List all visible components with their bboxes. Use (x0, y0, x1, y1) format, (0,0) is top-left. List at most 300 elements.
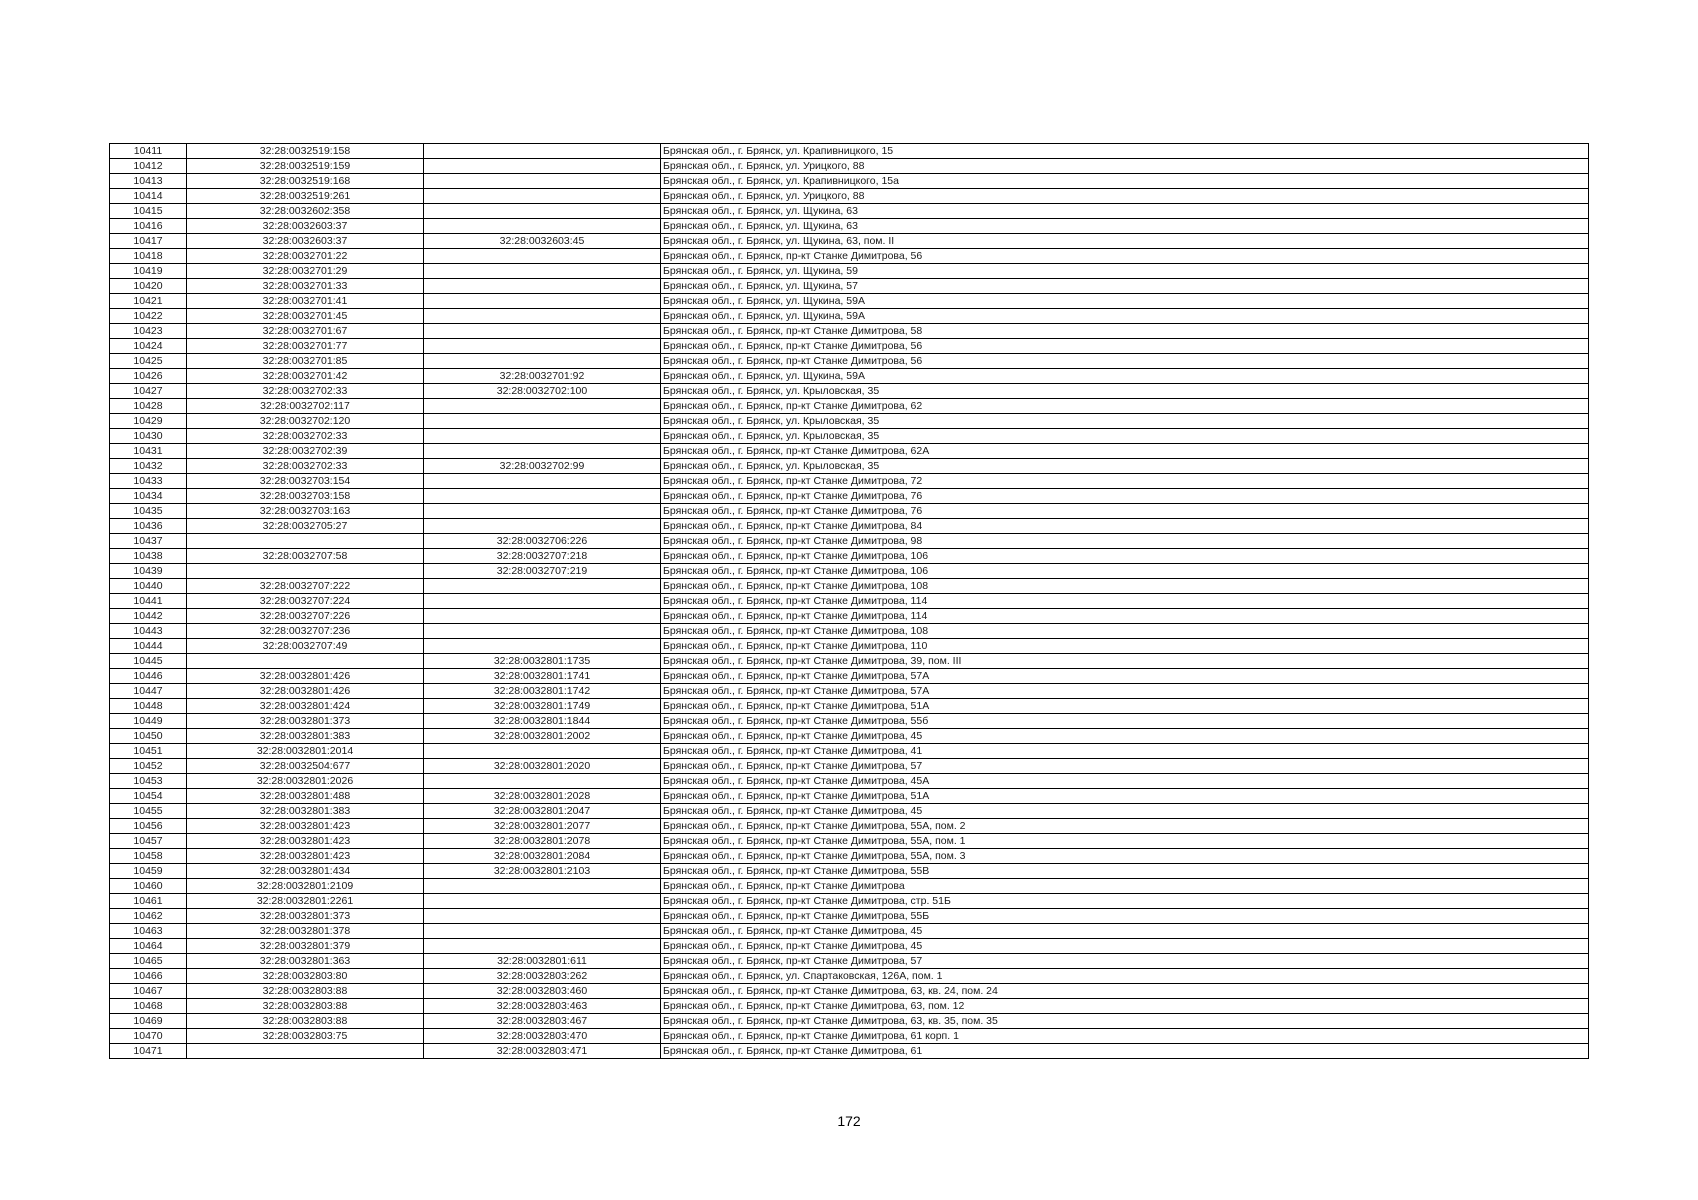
cadastral-number-cell: 32:28:0032801:373 (187, 714, 424, 729)
related-number-cell: 32:28:0032702:100 (424, 384, 661, 399)
table-row (110, 894, 1589, 909)
cadastral-number-cell: 32:28:0032703:163 (187, 504, 424, 519)
row-number-cell: 10435 (110, 504, 187, 519)
row-number-cell: 10412 (110, 159, 187, 174)
registry-table-body (110, 144, 1589, 1059)
cadastral-number-cell: 32:28:0032701:77 (187, 339, 424, 354)
related-number-cell: 32:28:0032801:1844 (424, 714, 661, 729)
cadastral-number-cell: 32:28:0032701:45 (187, 309, 424, 324)
address-cell: Брянская обл., г. Брянск, пр-кт Станке Димитрова, 72 (661, 474, 1589, 489)
table-row (110, 744, 1589, 759)
row-number-cell: 10425 (110, 354, 187, 369)
cadastral-number-cell: 32:28:0032702:33 (187, 429, 424, 444)
row-number-cell: 10446 (110, 669, 187, 684)
related-number-cell: 32:28:0032701:92 (424, 369, 661, 384)
related-number-cell (424, 339, 661, 354)
address-cell: Брянская обл., г. Брянск, пр-кт Станке Димитрова, 45 (661, 924, 1589, 939)
table-row (110, 414, 1589, 429)
related-number-cell (424, 324, 661, 339)
table-row (110, 339, 1589, 354)
row-number-cell: 10447 (110, 684, 187, 699)
related-number-cell: 32:28:0032803:470 (424, 1029, 661, 1044)
row-number-cell: 10418 (110, 249, 187, 264)
address-cell: Брянская обл., г. Брянск, пр-кт Станке Димитрова, 114 (661, 594, 1589, 609)
cadastral-number-cell: 32:28:0032801:434 (187, 864, 424, 879)
table-row (110, 144, 1589, 159)
row-number-cell: 10450 (110, 729, 187, 744)
related-number-cell: 32:28:0032801:2078 (424, 834, 661, 849)
row-number-cell: 10453 (110, 774, 187, 789)
row-number-cell: 10448 (110, 699, 187, 714)
cadastral-number-cell: 32:28:0032801:426 (187, 684, 424, 699)
cadastral-number-cell: 32:28:0032701:67 (187, 324, 424, 339)
table-row (110, 849, 1589, 864)
address-cell: Брянская обл., г. Брянск, пр-кт Станке Димитрова, 56 (661, 249, 1589, 264)
row-number-cell: 10413 (110, 174, 187, 189)
cadastral-number-cell: 32:28:0032519:261 (187, 189, 424, 204)
related-number-cell (424, 354, 661, 369)
related-number-cell: 32:28:0032801:1742 (424, 684, 661, 699)
address-cell: Брянская обл., г. Брянск, ул. Щукина, 63 (661, 219, 1589, 234)
row-number-cell: 10438 (110, 549, 187, 564)
row-number-cell: 10440 (110, 579, 187, 594)
table-row (110, 594, 1589, 609)
related-number-cell (424, 519, 661, 534)
table-row (110, 924, 1589, 939)
row-number-cell: 10445 (110, 654, 187, 669)
row-number-cell: 10420 (110, 279, 187, 294)
row-number-cell: 10428 (110, 399, 187, 414)
address-cell: Брянская обл., г. Брянск, ул. Спартаковская, 126А, пом. 1 (661, 969, 1589, 984)
related-number-cell (424, 909, 661, 924)
cadastral-number-cell: 32:28:0032801:488 (187, 789, 424, 804)
cadastral-number-cell: 32:28:0032702:33 (187, 384, 424, 399)
related-number-cell: 32:28:0032706:226 (424, 534, 661, 549)
row-number-cell: 10464 (110, 939, 187, 954)
table-row (110, 804, 1589, 819)
table-row (110, 219, 1589, 234)
related-number-cell: 32:28:0032801:2077 (424, 819, 661, 834)
registry-table (109, 143, 1589, 1059)
related-number-cell (424, 744, 661, 759)
table-row (110, 369, 1589, 384)
address-cell: Брянская обл., г. Брянск, пр-кт Станке Димитрова, 57 (661, 954, 1589, 969)
address-cell: Брянская обл., г. Брянск, пр-кт Станке Димитрова, 61 корп. 1 (661, 1029, 1589, 1044)
related-number-cell: 32:28:0032803:463 (424, 999, 661, 1014)
cadastral-number-cell: 32:28:0032707:236 (187, 624, 424, 639)
related-number-cell: 32:28:0032801:2028 (424, 789, 661, 804)
row-number-cell: 10442 (110, 609, 187, 624)
related-number-cell: 32:28:0032803:262 (424, 969, 661, 984)
table-row (110, 1044, 1589, 1059)
cadastral-number-cell: 32:28:0032801:383 (187, 804, 424, 819)
related-number-cell (424, 894, 661, 909)
related-number-cell: 32:28:0032801:1749 (424, 699, 661, 714)
table-row (110, 234, 1589, 249)
table-row (110, 534, 1589, 549)
table-row (110, 564, 1589, 579)
address-cell: Брянская обл., г. Брянск, пр-кт Станке Димитрова, 62А (661, 444, 1589, 459)
table-row (110, 684, 1589, 699)
address-cell: Брянская обл., г. Брянск, ул. Щукина, 57 (661, 279, 1589, 294)
address-cell: Брянская обл., г. Брянск, ул. Урицкого, 88 (661, 159, 1589, 174)
related-number-cell: 32:28:0032803:471 (424, 1044, 661, 1059)
table-row (110, 759, 1589, 774)
address-cell: Брянская обл., г. Брянск, ул. Крыловская, 35 (661, 384, 1589, 399)
table-row (110, 624, 1589, 639)
address-cell: Брянская обл., г. Брянск, пр-кт Станке Димитрова, 62 (661, 399, 1589, 414)
address-cell: Брянская обл., г. Брянск, пр-кт Станке Димитрова, 84 (661, 519, 1589, 534)
address-cell: Брянская обл., г. Брянск, пр-кт Станке Димитрова, 45 (661, 804, 1589, 819)
row-number-cell: 10419 (110, 264, 187, 279)
cadastral-number-cell: 32:28:0032701:41 (187, 294, 424, 309)
cadastral-number-cell: 32:28:0032801:423 (187, 849, 424, 864)
row-number-cell: 10459 (110, 864, 187, 879)
table-row (110, 354, 1589, 369)
address-cell: Брянская обл., г. Брянск, пр-кт Станке Димитрова, 63, кв. 24, пом. 24 (661, 984, 1589, 999)
cadastral-number-cell: 32:28:0032707:226 (187, 609, 424, 624)
table-row (110, 549, 1589, 564)
address-cell: Брянская обл., г. Брянск, пр-кт Станке Димитрова, 76 (661, 504, 1589, 519)
cadastral-number-cell: 32:28:0032803:88 (187, 999, 424, 1014)
address-cell: Брянская обл., г. Брянск, пр-кт Станке Димитрова, стр. 51Б (661, 894, 1589, 909)
address-cell: Брянская обл., г. Брянск, ул. Щукина, 59А (661, 309, 1589, 324)
cadastral-number-cell: 32:28:0032702:117 (187, 399, 424, 414)
address-cell: Брянская обл., г. Брянск, пр-кт Станке Димитрова, 57А (661, 684, 1589, 699)
row-number-cell: 10436 (110, 519, 187, 534)
table-row (110, 174, 1589, 189)
related-number-cell (424, 414, 661, 429)
related-number-cell (424, 279, 661, 294)
row-number-cell: 10455 (110, 804, 187, 819)
table-row (110, 654, 1589, 669)
address-cell: Брянская обл., г. Брянск, пр-кт Станке Димитрова, 108 (661, 579, 1589, 594)
row-number-cell: 10457 (110, 834, 187, 849)
cadastral-number-cell: 32:28:0032803:88 (187, 984, 424, 999)
related-number-cell: 32:28:0032801:2047 (424, 804, 661, 819)
row-number-cell: 10430 (110, 429, 187, 444)
related-number-cell: 32:28:0032801:2084 (424, 849, 661, 864)
related-number-cell (424, 189, 661, 204)
table-row (110, 639, 1589, 654)
cadastral-number-cell: 32:28:0032801:423 (187, 819, 424, 834)
table-row (110, 459, 1589, 474)
cadastral-number-cell: 32:28:0032803:88 (187, 1014, 424, 1029)
cadastral-number-cell: 32:28:0032701:33 (187, 279, 424, 294)
related-number-cell: 32:28:0032801:1735 (424, 654, 661, 669)
cadastral-number-cell: 32:28:0032702:33 (187, 459, 424, 474)
related-number-cell (424, 204, 661, 219)
table-row (110, 474, 1589, 489)
related-number-cell: 32:28:0032801:611 (424, 954, 661, 969)
row-number-cell: 10461 (110, 894, 187, 909)
address-cell: Брянская обл., г. Брянск, ул. Крыловская, 35 (661, 459, 1589, 474)
related-number-cell (424, 504, 661, 519)
table-row (110, 819, 1589, 834)
related-number-cell (424, 219, 661, 234)
table-row (110, 729, 1589, 744)
related-number-cell (424, 474, 661, 489)
cadastral-number-cell: 32:28:0032801:2261 (187, 894, 424, 909)
address-cell: Брянская обл., г. Брянск, пр-кт Станке Димитрова, 56 (661, 354, 1589, 369)
row-number-cell: 10456 (110, 819, 187, 834)
table-row (110, 399, 1589, 414)
cadastral-number-cell: 32:28:0032702:39 (187, 444, 424, 459)
address-cell: Брянская обл., г. Брянск, пр-кт Станке Димитрова, 63, пом. 12 (661, 999, 1589, 1014)
cadastral-number-cell: 32:28:0032603:37 (187, 234, 424, 249)
row-number-cell: 10462 (110, 909, 187, 924)
address-cell: Брянская обл., г. Брянск, ул. Щукина, 63 (661, 204, 1589, 219)
address-cell: Брянская обл., г. Брянск, пр-кт Станке Димитрова, 55А, пом. 3 (661, 849, 1589, 864)
cadastral-number-cell: 32:28:0032701:29 (187, 264, 424, 279)
row-number-cell: 10439 (110, 564, 187, 579)
cadastral-number-cell: 32:28:0032701:85 (187, 354, 424, 369)
cadastral-number-cell: 32:28:0032707:222 (187, 579, 424, 594)
related-number-cell: 32:28:0032803:460 (424, 984, 661, 999)
cadastral-number-cell: 32:28:0032803:75 (187, 1029, 424, 1044)
address-cell: Брянская обл., г. Брянск, ул. Щукина, 59А (661, 369, 1589, 384)
row-number-cell: 10471 (110, 1044, 187, 1059)
table-row (110, 1029, 1589, 1044)
row-number-cell: 10443 (110, 624, 187, 639)
cadastral-number-cell: 32:28:0032504:677 (187, 759, 424, 774)
cadastral-number-cell: 32:28:0032801:2026 (187, 774, 424, 789)
related-number-cell (424, 294, 661, 309)
related-number-cell (424, 144, 661, 159)
address-cell: Брянская обл., г. Брянск, пр-кт Станке Димитрова, 55Б (661, 909, 1589, 924)
address-cell: Брянская обл., г. Брянск, пр-кт Станке Димитрова, 55А, пом. 2 (661, 819, 1589, 834)
table-row (110, 324, 1589, 339)
related-number-cell (424, 399, 661, 414)
related-number-cell: 32:28:0032603:45 (424, 234, 661, 249)
cadastral-number-cell: 32:28:0032519:158 (187, 144, 424, 159)
row-number-cell: 10432 (110, 459, 187, 474)
cadastral-number-cell: 32:28:0032801:379 (187, 939, 424, 954)
row-number-cell: 10454 (110, 789, 187, 804)
row-number-cell: 10414 (110, 189, 187, 204)
cadastral-number-cell: 32:28:0032707:224 (187, 594, 424, 609)
related-number-cell (424, 249, 661, 264)
row-number-cell: 10468 (110, 999, 187, 1014)
table-row (110, 249, 1589, 264)
address-cell: Брянская обл., г. Брянск, ул. Крыловская, 35 (661, 429, 1589, 444)
page-number: 172 (837, 1113, 861, 1129)
related-number-cell (424, 774, 661, 789)
table-row (110, 309, 1589, 324)
address-cell: Брянская обл., г. Брянск, пр-кт Станке Димитрова, 55б (661, 714, 1589, 729)
row-number-cell: 10422 (110, 309, 187, 324)
table-row (110, 384, 1589, 399)
row-number-cell: 10427 (110, 384, 187, 399)
row-number-cell: 10441 (110, 594, 187, 609)
related-number-cell (424, 489, 661, 504)
row-number-cell: 10426 (110, 369, 187, 384)
related-number-cell (424, 639, 661, 654)
cadastral-number-cell: 32:28:0032801:2014 (187, 744, 424, 759)
related-number-cell (424, 939, 661, 954)
row-number-cell: 10465 (110, 954, 187, 969)
cadastral-number-cell: 32:28:0032602:358 (187, 204, 424, 219)
cadastral-number-cell: 32:28:0032801:363 (187, 954, 424, 969)
row-number-cell: 10467 (110, 984, 187, 999)
cadastral-number-cell: 32:28:0032703:154 (187, 474, 424, 489)
address-cell: Брянская обл., г. Брянск, пр-кт Станке Димитрова, 106 (661, 564, 1589, 579)
table-row (110, 939, 1589, 954)
table-row (110, 669, 1589, 684)
table-row (110, 294, 1589, 309)
related-number-cell: 32:28:0032801:2103 (424, 864, 661, 879)
cadastral-number-cell: 32:28:0032801:373 (187, 909, 424, 924)
related-number-cell (424, 264, 661, 279)
address-cell: Брянская обл., г. Брянск, пр-кт Станке Димитрова, 45 (661, 939, 1589, 954)
address-cell: Брянская обл., г. Брянск, пр-кт Станке Димитрова, 114 (661, 609, 1589, 624)
address-cell: Брянская обл., г. Брянск, пр-кт Станке Димитрова, 45А (661, 774, 1589, 789)
address-cell: Брянская обл., г. Брянск, пр-кт Станке Димитрова, 55В (661, 864, 1589, 879)
related-number-cell: 32:28:0032801:2002 (424, 729, 661, 744)
row-number-cell: 10424 (110, 339, 187, 354)
cadastral-number-cell: 32:28:0032519:168 (187, 174, 424, 189)
table-row (110, 609, 1589, 624)
cadastral-number-cell: 32:28:0032801:2109 (187, 879, 424, 894)
address-cell: Брянская обл., г. Брянск, пр-кт Станке Димитрова, 41 (661, 744, 1589, 759)
row-number-cell: 10415 (110, 204, 187, 219)
address-cell: Брянская обл., г. Брянск, пр-кт Станке Димитрова, 110 (661, 639, 1589, 654)
address-cell: Брянская обл., г. Брянск, пр-кт Станке Димитрова, 51А (661, 699, 1589, 714)
table-row (110, 189, 1589, 204)
address-cell: Брянская обл., г. Брянск, пр-кт Станке Димитрова, 58 (661, 324, 1589, 339)
address-cell: Брянская обл., г. Брянск, пр-кт Станке Димитрова, 45 (661, 729, 1589, 744)
cadastral-number-cell: 32:28:0032603:37 (187, 219, 424, 234)
table-row (110, 579, 1589, 594)
table-row (110, 519, 1589, 534)
address-cell: Брянская обл., г. Брянск, пр-кт Станке Димитрова (661, 879, 1589, 894)
table-row (110, 999, 1589, 1014)
row-number-cell: 10423 (110, 324, 187, 339)
row-number-cell: 10452 (110, 759, 187, 774)
cadastral-number-cell: 32:28:0032803:80 (187, 969, 424, 984)
row-number-cell: 10449 (110, 714, 187, 729)
address-cell: Брянская обл., г. Брянск, ул. Крапивницкого, 15 (661, 144, 1589, 159)
related-number-cell: 32:28:0032803:467 (424, 1014, 661, 1029)
address-cell: Брянская обл., г. Брянск, пр-кт Станке Димитрова, 63, кв. 35, пом. 35 (661, 1014, 1589, 1029)
cadastral-number-cell: 32:28:0032801:426 (187, 669, 424, 684)
cadastral-number-cell: 32:28:0032701:42 (187, 369, 424, 384)
row-number-cell: 10437 (110, 534, 187, 549)
table-row (110, 429, 1589, 444)
address-cell: Брянская обл., г. Брянск, пр-кт Станке Димитрова, 61 (661, 1044, 1589, 1059)
row-number-cell: 10431 (110, 444, 187, 459)
row-number-cell: 10451 (110, 744, 187, 759)
cadastral-number-cell (187, 654, 424, 669)
address-cell: Брянская обл., г. Брянск, пр-кт Станке Димитрова, 56 (661, 339, 1589, 354)
cadastral-number-cell (187, 534, 424, 549)
related-number-cell: 32:28:0032702:99 (424, 459, 661, 474)
row-number-cell: 10460 (110, 879, 187, 894)
address-cell: Брянская обл., г. Брянск, ул. Щукина, 63, пом. II (661, 234, 1589, 249)
address-cell: Брянская обл., г. Брянск, пр-кт Станке Димитрова, 55А, пом. 1 (661, 834, 1589, 849)
cadastral-number-cell: 32:28:0032801:423 (187, 834, 424, 849)
cadastral-number-cell: 32:28:0032707:49 (187, 639, 424, 654)
row-number-cell: 10417 (110, 234, 187, 249)
row-number-cell: 10444 (110, 639, 187, 654)
table-row (110, 984, 1589, 999)
table-row (110, 774, 1589, 789)
related-number-cell (424, 309, 661, 324)
address-cell: Брянская обл., г. Брянск, ул. Крыловская, 35 (661, 414, 1589, 429)
cadastral-number-cell: 32:28:0032519:159 (187, 159, 424, 174)
table-row (110, 969, 1589, 984)
cadastral-number-cell: 32:28:0032702:120 (187, 414, 424, 429)
row-number-cell: 10433 (110, 474, 187, 489)
row-number-cell: 10411 (110, 144, 187, 159)
cadastral-number-cell: 32:28:0032801:378 (187, 924, 424, 939)
related-number-cell (424, 429, 661, 444)
related-number-cell (424, 159, 661, 174)
related-number-cell (424, 879, 661, 894)
cadastral-number-cell (187, 564, 424, 579)
address-cell: Брянская обл., г. Брянск, пр-кт Станке Димитрова, 76 (661, 489, 1589, 504)
table-row (110, 489, 1589, 504)
table-row (110, 264, 1589, 279)
table-row (110, 204, 1589, 219)
row-number-cell: 10434 (110, 489, 187, 504)
cadastral-number-cell: 32:28:0032701:22 (187, 249, 424, 264)
related-number-cell: 32:28:0032707:219 (424, 564, 661, 579)
cadastral-number-cell (187, 1044, 424, 1059)
row-number-cell: 10466 (110, 969, 187, 984)
related-number-cell (424, 444, 661, 459)
cadastral-number-cell: 32:28:0032801:424 (187, 699, 424, 714)
related-number-cell: 32:28:0032801:2020 (424, 759, 661, 774)
row-number-cell: 10458 (110, 849, 187, 864)
table-row (110, 834, 1589, 849)
address-cell: Брянская обл., г. Брянск, ул. Щукина, 59 (661, 264, 1589, 279)
row-number-cell: 10470 (110, 1029, 187, 1044)
table-row (110, 279, 1589, 294)
row-number-cell: 10429 (110, 414, 187, 429)
address-cell: Брянская обл., г. Брянск, пр-кт Станке Димитрова, 51А (661, 789, 1589, 804)
address-cell: Брянская обл., г. Брянск, ул. Крапивницкого, 15а (661, 174, 1589, 189)
table-row (110, 879, 1589, 894)
related-number-cell (424, 594, 661, 609)
cadastral-number-cell: 32:28:0032707:58 (187, 549, 424, 564)
address-cell: Брянская обл., г. Брянск, ул. Щукина, 59А (661, 294, 1589, 309)
row-number-cell: 10463 (110, 924, 187, 939)
table-row (110, 1014, 1589, 1029)
address-cell: Брянская обл., г. Брянск, ул. Урицкого, 88 (661, 189, 1589, 204)
table-row (110, 504, 1589, 519)
related-number-cell (424, 609, 661, 624)
related-number-cell (424, 579, 661, 594)
related-number-cell: 32:28:0032801:1741 (424, 669, 661, 684)
cadastral-number-cell: 32:28:0032703:158 (187, 489, 424, 504)
table-row (110, 159, 1589, 174)
table-row (110, 864, 1589, 879)
address-cell: Брянская обл., г. Брянск, пр-кт Станке Димитрова, 108 (661, 624, 1589, 639)
address-cell: Брянская обл., г. Брянск, пр-кт Станке Димитрова, 39, пом. III (661, 654, 1589, 669)
related-number-cell (424, 924, 661, 939)
table-row (110, 789, 1589, 804)
cadastral-number-cell: 32:28:0032801:383 (187, 729, 424, 744)
related-number-cell: 32:28:0032707:218 (424, 549, 661, 564)
row-number-cell: 10416 (110, 219, 187, 234)
related-number-cell (424, 174, 661, 189)
table-row (110, 714, 1589, 729)
table-row (110, 909, 1589, 924)
row-number-cell: 10421 (110, 294, 187, 309)
table-row (110, 699, 1589, 714)
address-cell: Брянская обл., г. Брянск, пр-кт Станке Димитрова, 106 (661, 549, 1589, 564)
